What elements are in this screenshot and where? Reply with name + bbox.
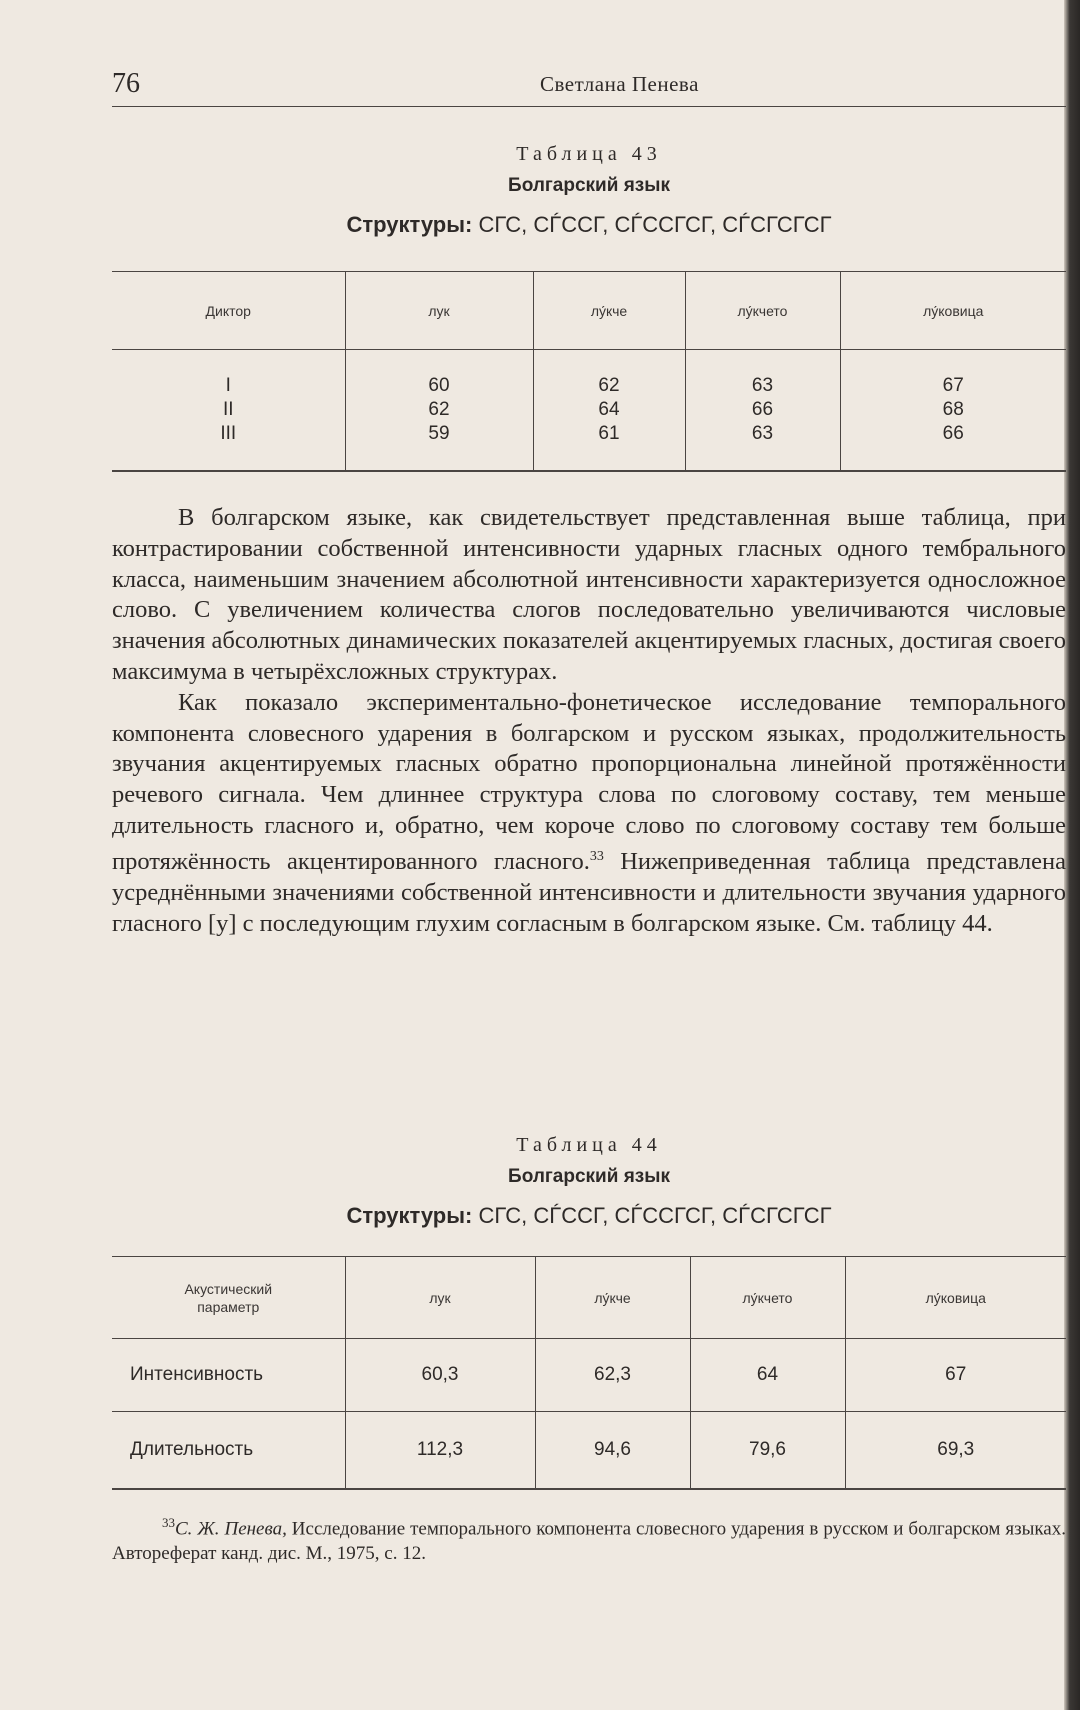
table-cell: 59 bbox=[428, 422, 450, 444]
table43-structures bbox=[112, 212, 1066, 238]
footnote-text: Исследование темпорального компонента словесного ударения в русском и болгарском языках. Автореферат канд. дис. М., 1975, с. 12. bbox=[112, 1518, 1066, 1565]
table44-row-duration bbox=[112, 1412, 1066, 1489]
table-cell: 79,6 bbox=[690, 1412, 845, 1489]
table43-data-row bbox=[112, 350, 1066, 471]
table44-structures-list: СГС, СЃССГ, СЃССГСГ, СЃСГСГСГ bbox=[478, 1203, 832, 1228]
table-cell: 112,3 bbox=[345, 1412, 535, 1489]
footnote-ref: 33 bbox=[589, 848, 604, 864]
table43-lukcheto-values bbox=[685, 350, 840, 471]
paragraph-1: В болгарском языке, как свидетельствует представленная выше таблица, при контрастировании собственной интенсивности ударных гласных одного тембрального класса, наименьшим значением абсолютной интенсивности характеризуется односложное слово. С увеличением количества слогов последовательно увеличиваются числовые значения абсолютных динамических показателей акцентируемых гласных, достигая своего максимума в четырёхсложных структурах. bbox=[112, 504, 1066, 685]
table-cell: 68 bbox=[942, 398, 964, 420]
table43-caption bbox=[112, 143, 1066, 238]
table44-caption bbox=[112, 1134, 1066, 1229]
table-cell: III bbox=[220, 422, 237, 444]
table-cell: 63 bbox=[751, 422, 774, 444]
table-cell: II bbox=[222, 398, 234, 420]
table44-col-parameter: Акустический параметр bbox=[184, 1280, 273, 1315]
table-cell: 67 bbox=[845, 1339, 1066, 1412]
table43-structures-label: Структуры: bbox=[346, 212, 473, 237]
footnote-author: С. Ж. Пенева, bbox=[175, 1518, 287, 1540]
table-cell: I bbox=[225, 374, 231, 396]
table44-header-row bbox=[112, 1257, 1066, 1339]
table-cell: 62 bbox=[598, 374, 620, 396]
table-cell: 94,6 bbox=[535, 1412, 690, 1489]
table-cell: 67 bbox=[942, 374, 964, 396]
table43-structures-list: СГС, СЃССГ, СЃССГСГ, СЃСГСГСГ bbox=[478, 212, 832, 237]
table-cell: 63 bbox=[751, 374, 774, 396]
table44-col-luk: лук bbox=[345, 1257, 535, 1339]
table44-col-lukcheto: лу́кчето bbox=[690, 1257, 845, 1339]
table43-speakers bbox=[112, 350, 345, 471]
table44-language: Болгарский язык bbox=[508, 1166, 670, 1187]
table44-row-intensity bbox=[112, 1339, 1066, 1412]
page-number: 76 bbox=[112, 68, 140, 99]
table44-col-lukovitsa: лу́ковица bbox=[845, 1257, 1066, 1339]
table-cell: 64 bbox=[690, 1339, 845, 1412]
page-header bbox=[112, 68, 1066, 108]
table-cell: Интенсивность bbox=[130, 1364, 264, 1385]
table43 bbox=[112, 271, 1066, 472]
footnote bbox=[112, 1510, 1066, 1566]
table43-col-lukovitsa: лу́ковица bbox=[840, 272, 1066, 350]
table43-col-lukche: лу́кче bbox=[533, 272, 685, 350]
table-cell: 66 bbox=[751, 398, 774, 420]
running-head: Светлана Пенева bbox=[540, 72, 699, 96]
table44-structures bbox=[112, 1203, 1066, 1229]
table-cell: 64 bbox=[598, 398, 620, 420]
table43-col-luk: лук bbox=[345, 272, 533, 350]
table-cell: 61 bbox=[598, 422, 620, 444]
table-cell: Длительность bbox=[130, 1438, 254, 1460]
table-cell: 62 bbox=[428, 398, 450, 420]
table43-language: Болгарский язык bbox=[508, 175, 670, 196]
table43-col-lukcheto: лу́кчето bbox=[685, 272, 840, 350]
table44-structures-label: Структуры: bbox=[346, 1203, 473, 1228]
table43-lukovitsa-values bbox=[840, 350, 1066, 471]
header-rule bbox=[112, 106, 1066, 107]
table-cell: 60 bbox=[428, 374, 450, 396]
table44-label: Таблица 44 bbox=[516, 1134, 662, 1156]
table-cell: 66 bbox=[942, 422, 964, 444]
paragraph-2 bbox=[112, 688, 1066, 940]
table-cell: 60,3 bbox=[345, 1339, 535, 1412]
page-edge-shadow bbox=[1064, 0, 1080, 1710]
table43-header-row bbox=[112, 272, 1066, 350]
footnote-number: 33 bbox=[162, 1515, 175, 1530]
paragraph-2-part-1: Как показало экспериментально-фонетическое исследование темпорального компонента словесного ударения в болгарском и русском языках, продолжительность звучания акцентируемых гласных обратно пропорциональна линейной протяжённости речевого сигнала. Чем длиннее структура слова по слоговому составу, тем меньше длительность гласного и, обратно, чем короче слово по слоговому составу тем больше протяжённость акцентированного гласного. bbox=[112, 688, 1066, 875]
body-text bbox=[112, 503, 1066, 939]
table44 bbox=[112, 1256, 1066, 1490]
table43-luk-values bbox=[345, 350, 533, 471]
table43-lukche-values bbox=[533, 350, 685, 471]
table-cell: 62,3 bbox=[535, 1339, 690, 1412]
paragraph-2-part-2: Нижеприведенная таблица представлена усреднёнными значениями собственной интенсивности и длительности звучания ударного гласного [у] с последующим глухим согласным в болгарском языке. См. таблицу 44. bbox=[112, 847, 1066, 937]
table43-label: Таблица 43 bbox=[516, 143, 662, 165]
table43-col-speaker: Диктор bbox=[205, 302, 251, 319]
table-cell: 69,3 bbox=[845, 1412, 1066, 1489]
footnote-rule bbox=[112, 1488, 1066, 1489]
table44-col-lukche: лу́кче bbox=[535, 1257, 690, 1339]
